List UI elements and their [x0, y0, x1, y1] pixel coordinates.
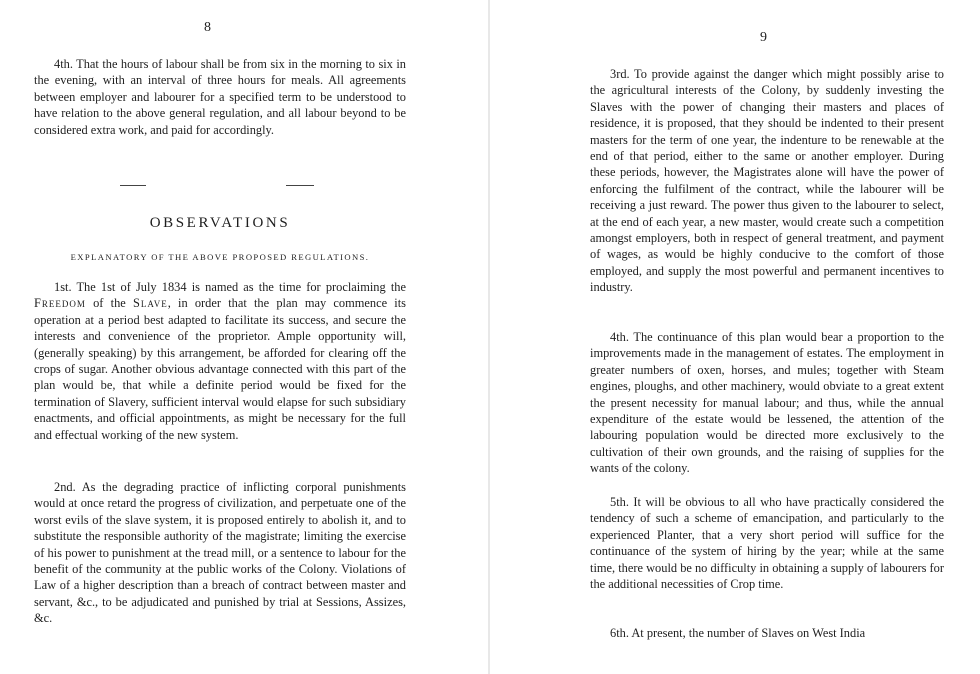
- page-number: 8: [204, 20, 212, 35]
- paragraph-6th-observation: 6th. At present, the number of Slaves on West India: [610, 626, 866, 640]
- paragraph-5th-observation: 5th. It will be obvious to all who have practically considered the tendency of such a scheme of emancipation, and particularly to the experienced Planter, that a very short period will suffice for the continuance of the system of hiring by the year; while at the same time, there would be no difficulty in obtaining a supply of labourers for the additional necessities of Crop time.: [590, 495, 944, 592]
- page-number: 9: [760, 30, 768, 45]
- left-page: [0, 0, 488, 674]
- paragraph-1st-text-start: 1st. The 1st of July 1834 is named as the time for proclaiming the: [54, 280, 406, 294]
- section-divider: [286, 185, 314, 186]
- slave-word: Slave: [132, 296, 168, 311]
- observations-heading: OBSERVATIONS: [149, 215, 291, 231]
- observations-subheading: EXPLANATORY OF THE ABOVE PROPOSED REGULATIONS.: [70, 252, 370, 262]
- paragraph-1st-text-end: , in order that the plan may commence its operation at a period best adapted to facilitate its success, and secure the interests and convenience of the proprietor. Ample opportunity will, (generally speaking) by this arrangement, be afforded for clearing off the crops of sugar. Another obvious advantage connected with this part of the plan would be, that while a definite period would be fixed for the termination of Slavery, sufficient interval would elapse for such subsidiary enactments, and official appointments, as might be necessary for the full and effectual working of the new system.: [34, 296, 406, 442]
- section-divider: [120, 185, 146, 186]
- paragraph-4th-hours-of-labour: 4th. That the hours of labour shall be from six in the morning to six in the evening, with an interval of three hours for meals. All agreements between employer and labourer for a specified term to be understood to have relation to the above general regulation, and all labour beyond to be considered extra work, and paid for accordingly.: [34, 57, 406, 137]
- paragraph-1st-text-of-the: of the: [85, 296, 133, 311]
- freedom-word: Freedom: [34, 296, 86, 311]
- paragraph-1st-observation: [34, 279, 406, 443]
- right-page: [490, 0, 980, 674]
- paragraph-2nd-observation: 2nd. As the degrading practice of inflicting corporal punishments would at once retard the progress of civilization, and perpetuate one of the worst evils of the slave system, it is proposed entirely to abolish it, and to substitute the responsible authority of the magistrate; limiting the exercise of his power to punishment at the tread mill, or a sentence to labour for the benefit of the community at the public works of the Colony. Violations of Law of a higher description than a breach of contract between master and servant, &c., to be adjudicated and punished by trial at Sessions, Assizes, &c.: [34, 480, 406, 626]
- paragraph-3rd-observation: 3rd. To provide against the danger which might possibly arise to the agricultural interests of the Colony, by suddenly investing the Slaves with the power of changing their masters and places of residence, it is proposed, that they should be indented to their present masters for the term of one year, the indenture to be renewable at the end of that period, either to the same or another employer. During these periods, however, the Magistrates alone will have the power of enforcing the fulfilment of the contract, while the labourer will be receiving a just reward. The power thus given to the labourer to select, at the end of each year, a new master, would create such a competition amongst employers, both in respect of general treatment, and payment of wages, as would be highly conducive to the comfort of those employed, and supply the most powerful and permanent incentives to industry.: [590, 67, 944, 295]
- paragraph-4th-observation: 4th. The continuance of this plan would bear a proportion to the improvements made in the management of estates. The employment in greater numbers of oxen, horses, and mules; together with Steam engines, ploughs, and other machinery, would obviate to a great extent the present necessity for manual labour; and thus, while the annual expenditure of the estate would be lessened, the attention of the labouring population would be directed more exclusively to the cultivation of their own grounds, and the raising of supplies for the wants of the colony.: [590, 330, 944, 476]
